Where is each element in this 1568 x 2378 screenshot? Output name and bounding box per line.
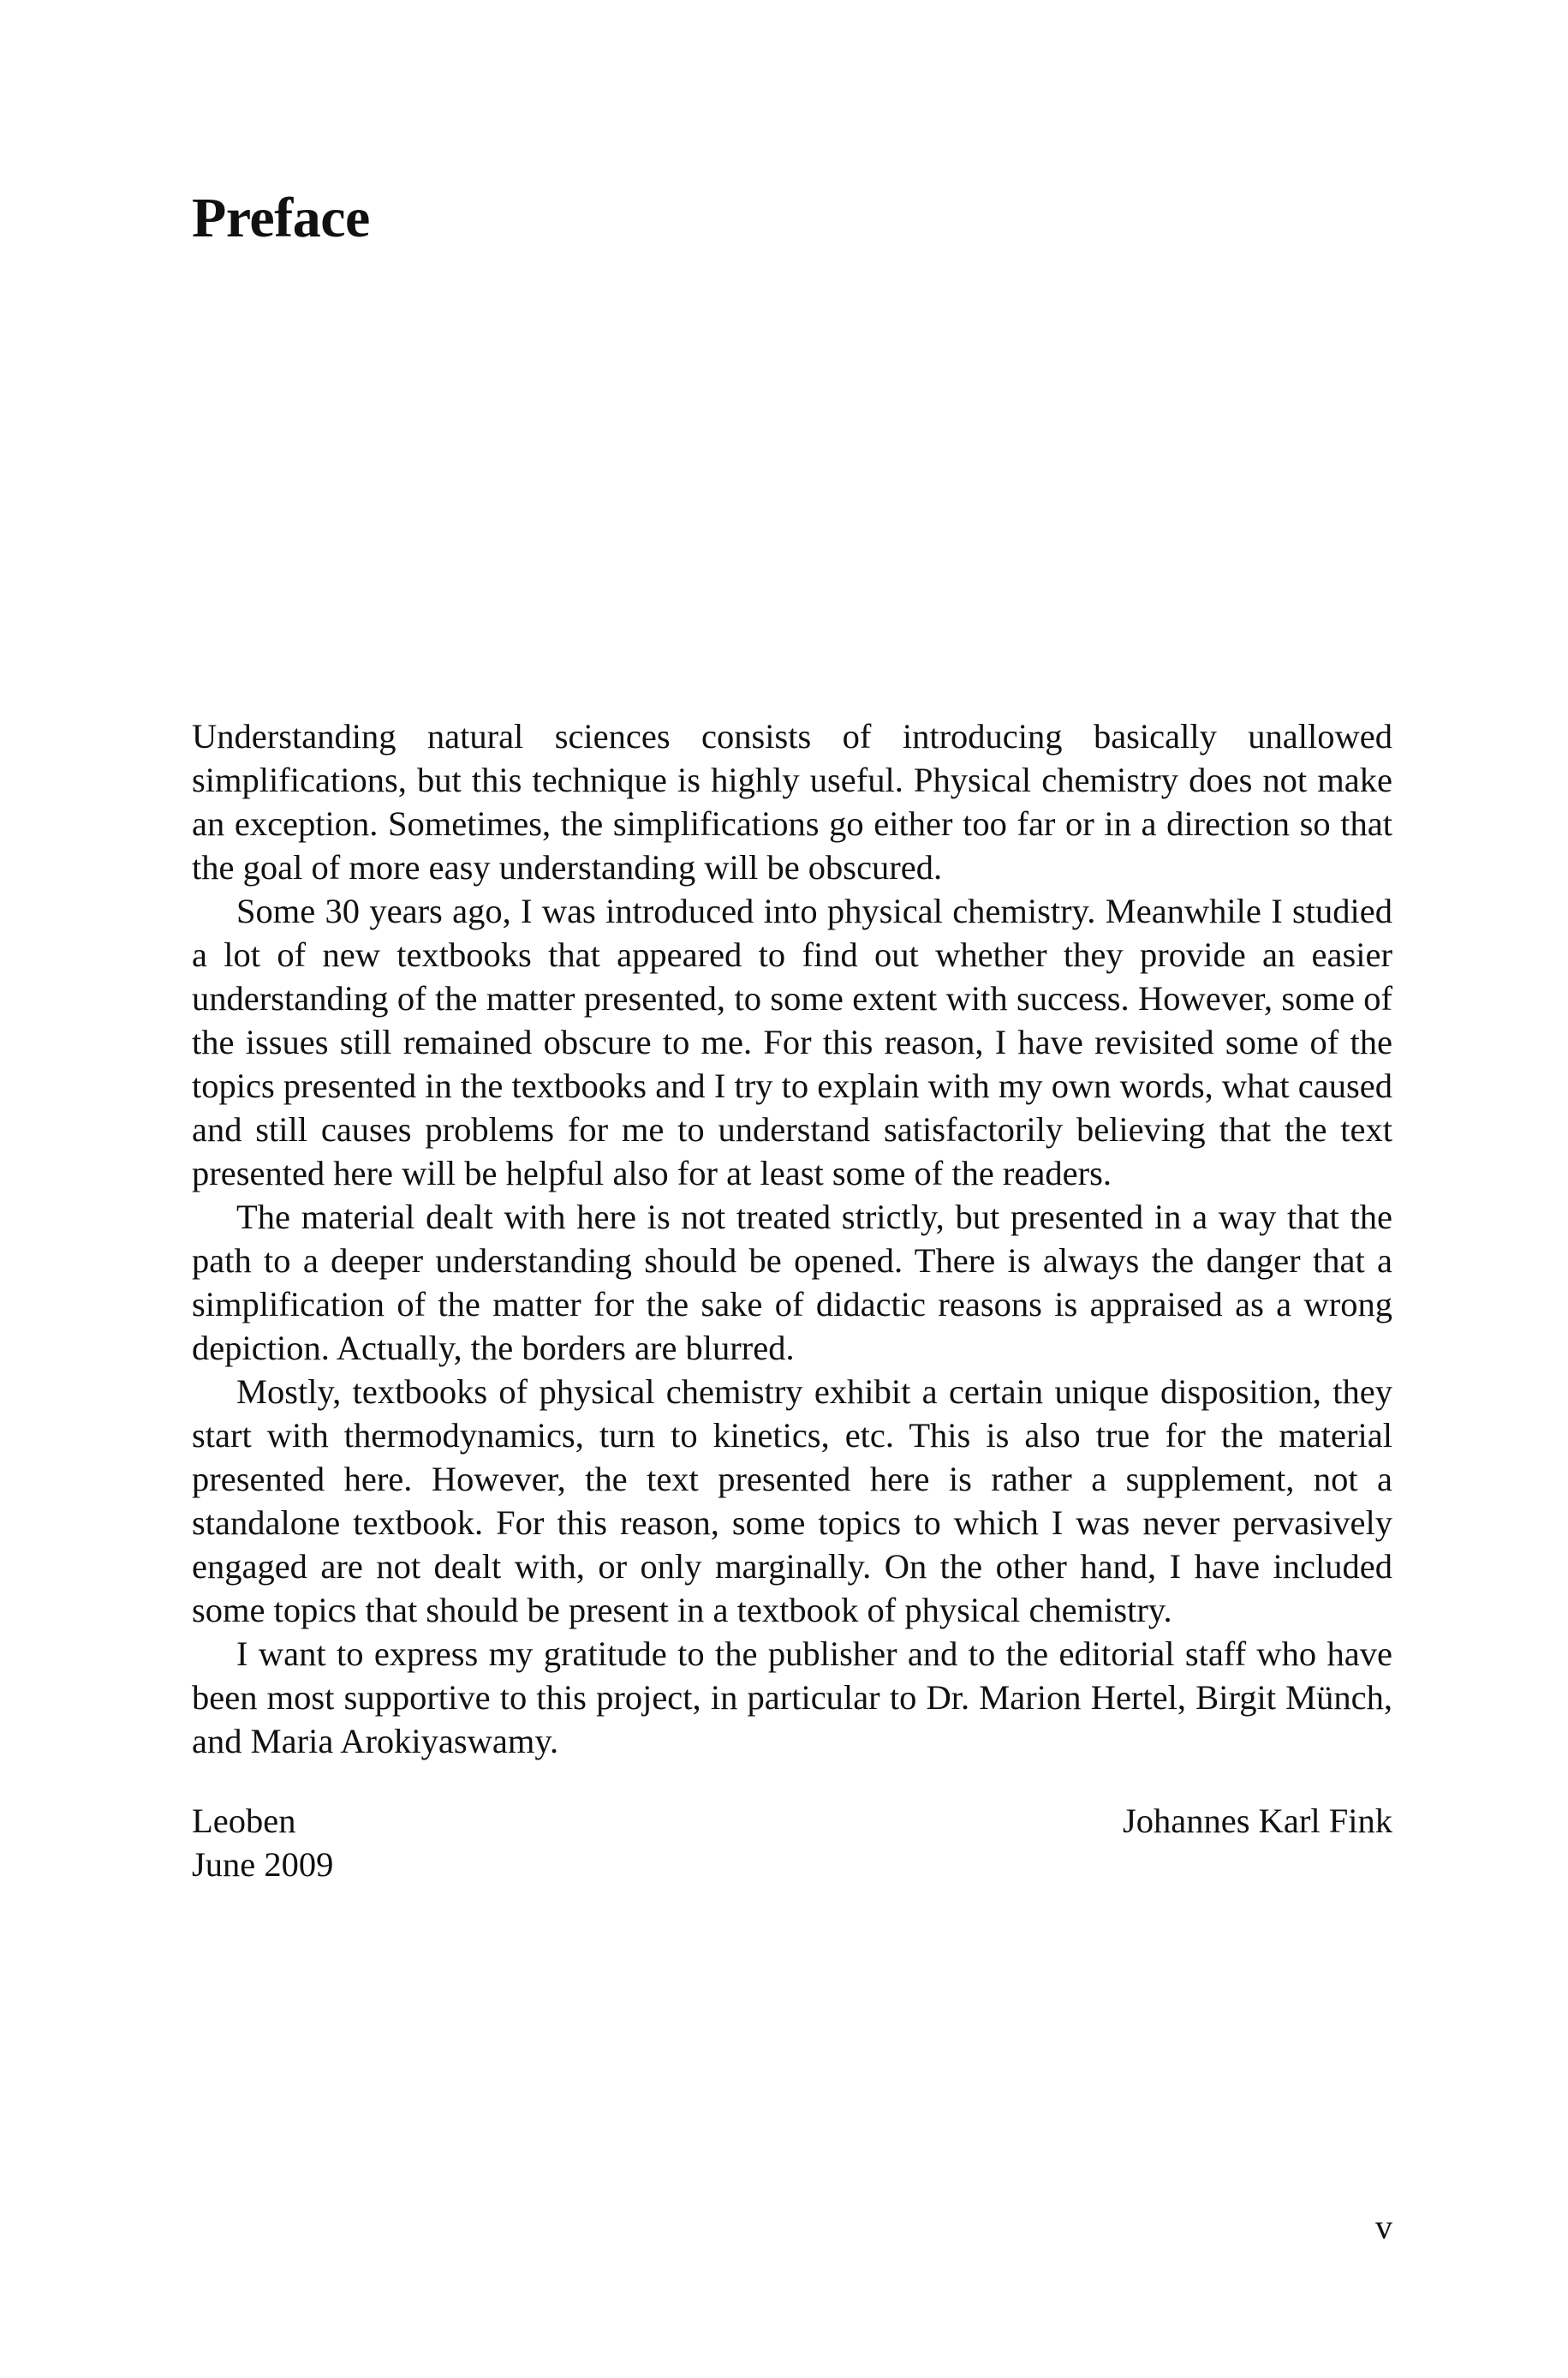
page-number: v — [1375, 2208, 1392, 2246]
paragraph-5: I want to express my gratitude to the publisher and to the editorial staff who have been most supportive to this project, in particular to Dr. Marion Hertel, Birgit Münch, and Maria Arokiyaswamy. — [192, 1634, 1392, 1760]
signature-author: Johannes Karl Fink — [1123, 1801, 1392, 1840]
paragraph-4: Mostly, textbooks of physical chemistry exhibit a certain unique disposition, they start with thermodynamics, turn to kinetics, etc. This is also true for the material presented here. However, the text presented here is rather a supplement, not a standalone textbook. For this reason, some topics to which I was never pervasively engaged are not dealt with, or only marginally. On the other hand, I have included some topics that should be present in a textbook of physical chemistry. — [192, 1372, 1392, 1629]
signature-date: June 2009 — [192, 1845, 334, 1884]
signature-place: Leoben — [192, 1801, 296, 1840]
paragraph-3: The material dealt with here is not treated strictly, but presented in a way that the path to a deeper understanding should be opened. There is always the danger that a simplification of the matter for the sake of didactic reasons is appraised as a wrong depiction. Actually, the borders are blurred. — [192, 1198, 1392, 1367]
page-title: Preface — [192, 187, 370, 249]
place-date — [192, 1799, 333, 1886]
paragraph-1: Understanding natural sciences consists of introducing basically unallowed simplifications, but this technique is highly useful. Physical chemistry does not make an exception. Sometimes, the simplifications go either too far or in a direction so that the goal of more easy understanding will be obscured. — [192, 717, 1392, 887]
paragraph-2: Some 30 years ago, I was introduced into physical chemistry. Meanwhile I studied a lot of new textbooks that appeared to find out whether they provide an easier understanding of the matter presented, to some extent with success. However, some of the issues still remained obscure to me. For this reason, I have revisited some of the topics presented in the textbooks and I try to explain with my own words, what caused and still causes problems for me to understand satisfactorily believing that the text presented here will be helpful also for at least some of the readers. — [192, 892, 1392, 1192]
preface-body — [192, 714, 1392, 1763]
